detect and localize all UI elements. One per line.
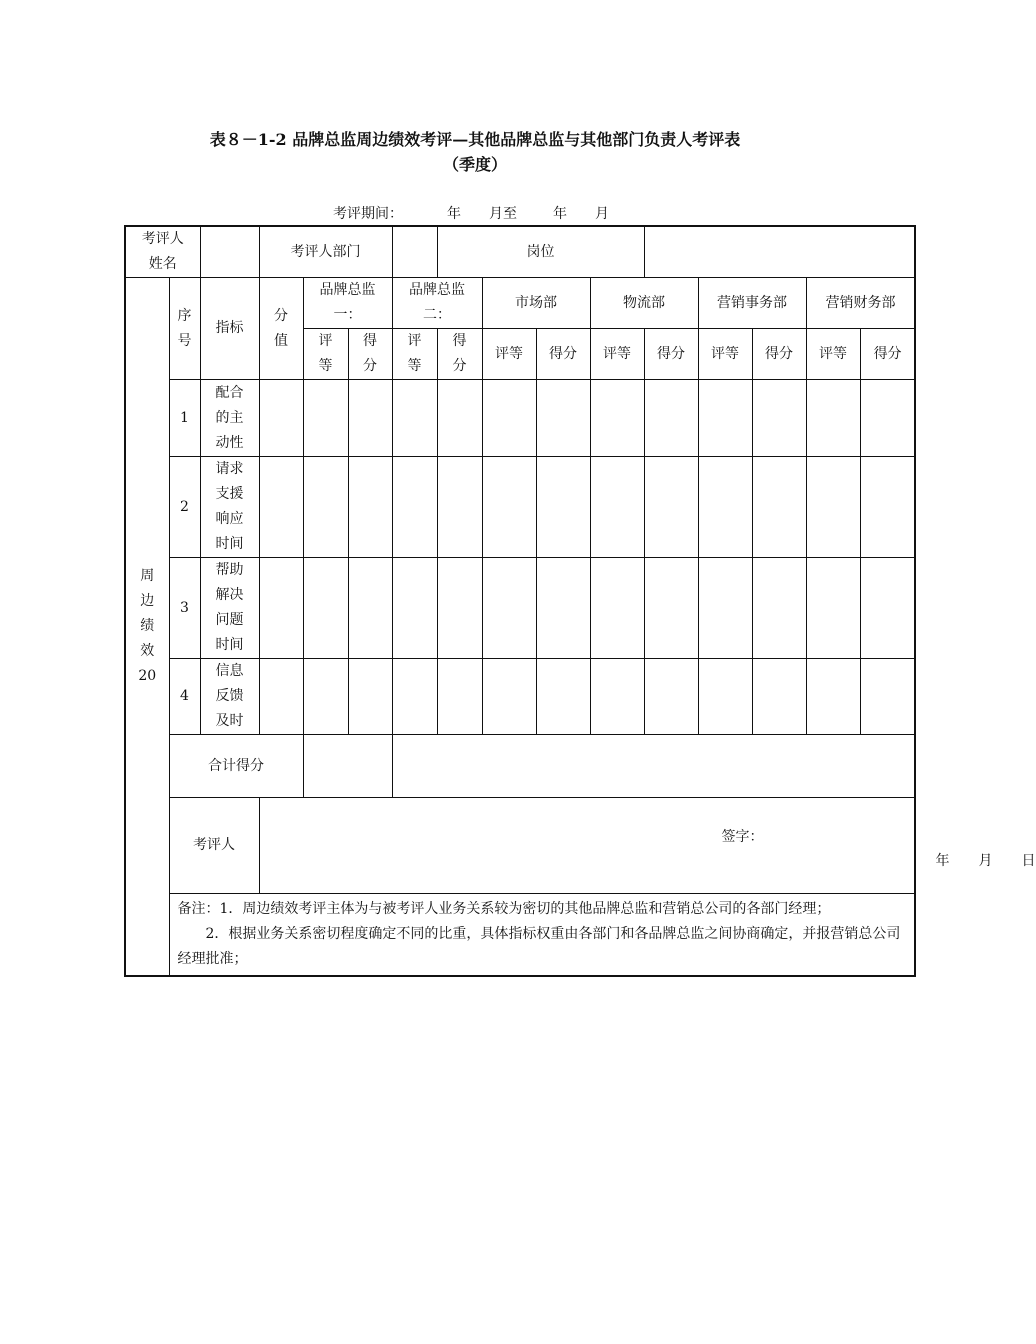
input-cell[interactable] bbox=[348, 558, 392, 659]
period-month-to: 月至 bbox=[489, 206, 517, 222]
input-cell[interactable] bbox=[698, 659, 752, 735]
period-month-2: 月 bbox=[595, 206, 609, 222]
input-cell[interactable] bbox=[482, 558, 536, 659]
get-header: 得分 bbox=[860, 329, 915, 380]
evaluator-info-row bbox=[125, 226, 915, 278]
input-cell[interactable] bbox=[590, 558, 644, 659]
input-cell[interactable] bbox=[590, 380, 644, 457]
signature-row bbox=[125, 798, 915, 894]
section-label: 周 边 绩 效 20 bbox=[125, 278, 169, 977]
input-cell[interactable] bbox=[752, 380, 806, 457]
sign-label: 签字： bbox=[721, 829, 764, 845]
input-cell[interactable] bbox=[698, 558, 752, 659]
row-indicator: 信息 反馈 及时 bbox=[200, 659, 259, 735]
input-cell[interactable] bbox=[698, 380, 752, 457]
evaluator-dept-field[interactable] bbox=[392, 226, 437, 278]
input-cell[interactable] bbox=[860, 457, 915, 558]
get-header: 得分 bbox=[752, 329, 806, 380]
position-label: 岗位 bbox=[437, 226, 644, 278]
input-cell[interactable] bbox=[437, 558, 482, 659]
get-header: 得 分 bbox=[437, 329, 482, 380]
input-cell[interactable] bbox=[348, 457, 392, 558]
period-year-2: 年 bbox=[553, 206, 567, 222]
notes-row bbox=[125, 894, 915, 977]
indicator-header: 指标 bbox=[200, 278, 259, 380]
input-cell[interactable] bbox=[752, 558, 806, 659]
input-cell[interactable] bbox=[860, 659, 915, 735]
input-cell[interactable] bbox=[590, 659, 644, 735]
input-cell[interactable] bbox=[392, 558, 437, 659]
rate-header: 评等 bbox=[590, 329, 644, 380]
input-cell[interactable] bbox=[860, 558, 915, 659]
rate-header: 评 等 bbox=[392, 329, 437, 380]
input-cell[interactable] bbox=[806, 457, 860, 558]
score-cell[interactable] bbox=[259, 659, 303, 735]
evaluation-period bbox=[333, 203, 609, 223]
evaluator-name-field[interactable] bbox=[200, 226, 259, 278]
input-cell[interactable] bbox=[392, 380, 437, 457]
score-cell[interactable] bbox=[259, 457, 303, 558]
column-header-row bbox=[125, 278, 915, 329]
note-1: 备注：1．周边绩效考评主体为与被考评人业务关系较为密切的其他品牌总监和营销总公司的各部门经理； bbox=[177, 901, 831, 917]
row-number: 2 bbox=[169, 457, 200, 558]
input-cell[interactable] bbox=[303, 457, 348, 558]
table-row bbox=[125, 558, 915, 659]
evaluator-label: 考评人 bbox=[169, 798, 259, 894]
get-header: 得 分 bbox=[348, 329, 392, 380]
form-title: 表８－1-2 品牌总监周边绩效考评—其他品牌总监与其他部门负责人考评表 bbox=[209, 130, 741, 149]
table-row bbox=[125, 457, 915, 558]
total-other-cell[interactable] bbox=[392, 735, 915, 798]
input-cell[interactable] bbox=[644, 380, 698, 457]
input-cell[interactable] bbox=[752, 659, 806, 735]
rate-header: 评 等 bbox=[303, 329, 348, 380]
input-cell[interactable] bbox=[536, 380, 590, 457]
table-row bbox=[125, 380, 915, 457]
note-2: 2．根据业务关系密切程度确定不同的比重，具体指标权重由各部门和各品牌总监之间协商确定，并报营销总公司经理批准； bbox=[177, 926, 901, 967]
input-cell[interactable] bbox=[806, 659, 860, 735]
evaluator-dept-label: 考评人部门 bbox=[259, 226, 392, 278]
marketing-affairs-header: 营销事务部 bbox=[698, 278, 806, 329]
input-cell[interactable] bbox=[392, 457, 437, 558]
input-cell[interactable] bbox=[536, 659, 590, 735]
period-year-1: 年 bbox=[447, 206, 461, 222]
input-cell[interactable] bbox=[303, 380, 348, 457]
row-number: 3 bbox=[169, 558, 200, 659]
row-indicator: 帮助 解决 问题 时间 bbox=[200, 558, 259, 659]
score-header: 分 值 bbox=[259, 278, 303, 380]
row-number: 1 bbox=[169, 380, 200, 457]
input-cell[interactable] bbox=[303, 659, 348, 735]
input-cell[interactable] bbox=[860, 380, 915, 457]
rate-header: 评等 bbox=[482, 329, 536, 380]
total-row bbox=[125, 735, 915, 798]
input-cell[interactable] bbox=[482, 659, 536, 735]
total-label: 合计得分 bbox=[169, 735, 303, 798]
input-cell[interactable] bbox=[303, 558, 348, 659]
brand-director-1-header: 品牌总监 一： bbox=[303, 278, 392, 329]
table-row bbox=[125, 659, 915, 735]
position-field[interactable] bbox=[644, 226, 915, 278]
input-cell[interactable] bbox=[536, 457, 590, 558]
input-cell[interactable] bbox=[437, 457, 482, 558]
input-cell[interactable] bbox=[348, 380, 392, 457]
total-brand-cell[interactable] bbox=[303, 735, 392, 798]
input-cell[interactable] bbox=[644, 659, 698, 735]
input-cell[interactable] bbox=[437, 380, 482, 457]
rate-header: 评等 bbox=[806, 329, 860, 380]
input-cell[interactable] bbox=[644, 457, 698, 558]
input-cell[interactable] bbox=[536, 558, 590, 659]
period-label: 考评期间： bbox=[333, 206, 403, 222]
signature-area[interactable] bbox=[259, 798, 1036, 894]
input-cell[interactable] bbox=[392, 659, 437, 735]
row-indicator: 配合 的主 动性 bbox=[200, 380, 259, 457]
logistics-dept-header: 物流部 bbox=[590, 278, 698, 329]
rate-header: 评等 bbox=[698, 329, 752, 380]
notes bbox=[169, 894, 915, 977]
evaluator-name-label: 考评人 姓名 bbox=[125, 226, 200, 278]
market-dept-header: 市场部 bbox=[482, 278, 590, 329]
input-cell[interactable] bbox=[806, 558, 860, 659]
form-subtitle: （季度） bbox=[442, 155, 507, 174]
evaluation-table bbox=[124, 225, 1036, 977]
seq-header: 序 号 bbox=[169, 278, 200, 380]
input-cell[interactable] bbox=[437, 659, 482, 735]
score-cell[interactable] bbox=[259, 380, 303, 457]
input-cell[interactable] bbox=[806, 380, 860, 457]
get-header: 得分 bbox=[536, 329, 590, 380]
row-indicator: 请求 支援 响应 时间 bbox=[200, 457, 259, 558]
input-cell[interactable] bbox=[590, 457, 644, 558]
brand-director-2-header: 品牌总监 二： bbox=[392, 278, 482, 329]
get-header: 得分 bbox=[644, 329, 698, 380]
input-cell[interactable] bbox=[348, 659, 392, 735]
input-cell[interactable] bbox=[482, 380, 536, 457]
input-cell[interactable] bbox=[482, 457, 536, 558]
sign-date: 年 月 日 bbox=[935, 853, 1036, 869]
input-cell[interactable] bbox=[644, 558, 698, 659]
row-number: 4 bbox=[169, 659, 200, 735]
input-cell[interactable] bbox=[698, 457, 752, 558]
marketing-finance-header: 营销财务部 bbox=[806, 278, 915, 329]
input-cell[interactable] bbox=[752, 457, 806, 558]
score-cell[interactable] bbox=[259, 558, 303, 659]
